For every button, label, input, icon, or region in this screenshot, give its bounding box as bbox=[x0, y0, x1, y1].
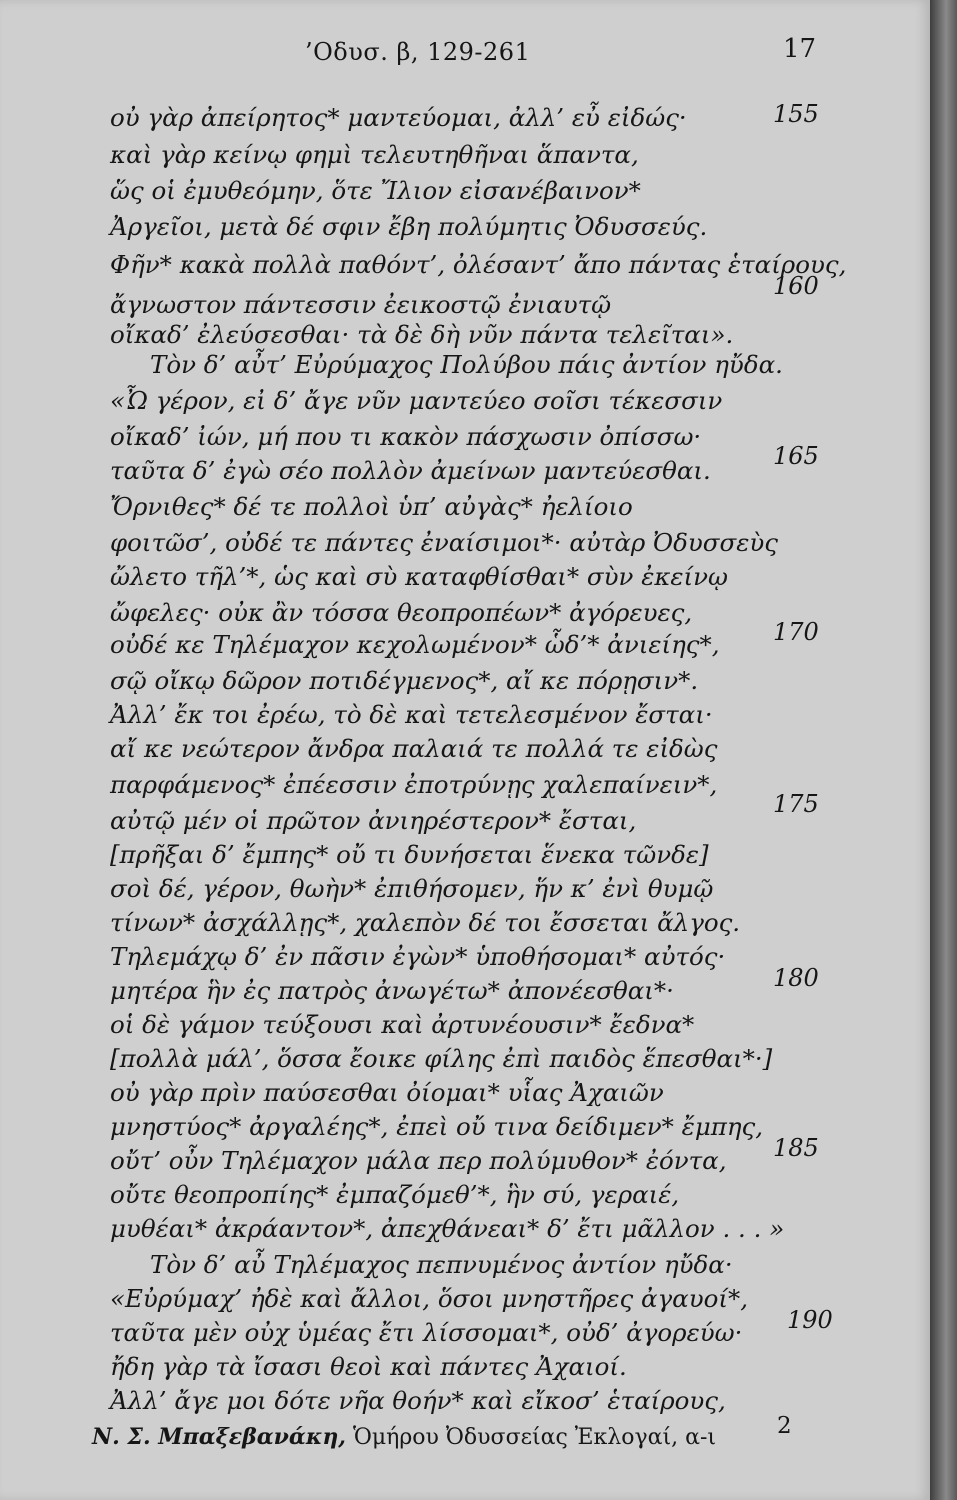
verse-line: οὐδέ κε Τηλέμαχον κεχολωμένον* ὧδ’* ἀνιείης*, bbox=[110, 630, 720, 659]
verse-line: μυθέαι* ἀκράαντον*, ἀπεχθάνεαι* δ’ ἔτι μᾶλλον . . . » bbox=[110, 1214, 785, 1243]
line-number: 190 bbox=[787, 1306, 833, 1334]
verse-line: Ἀλλ’ ἔκ τοι ἐρέω, τὸ δὲ καὶ τετελεσμένον ἔσται· bbox=[110, 700, 713, 729]
verse-line: τίνων* ἀσχάλλῃς*, χαλεπὸν δέ τοι ἔσσεται ἄλγος. bbox=[110, 908, 741, 937]
verse-line: ὤφελες· οὐκ ἂν τόσσα θεοπροπέων* ἀγόρευες, bbox=[110, 598, 693, 627]
verse-line: ἤδη γὰρ τὰ ἴσασι θεοὶ καὶ πάντες Ἀχαιοί. bbox=[110, 1352, 627, 1381]
verse-line: ὥς οἱ ἐμυθεόμην, ὅτε Ἴλιον εἰσανέβαινον* bbox=[110, 176, 641, 205]
page-edge bbox=[930, 0, 957, 1500]
verse-line: μητέρα ἣν ἐς πατρὸς ἀνωγέτω* ἀπονέεσθαι*· bbox=[110, 976, 674, 1005]
line-number: 175 bbox=[773, 790, 819, 818]
line-number: 165 bbox=[773, 442, 819, 470]
verse-line: Φῆν* κακὰ πολλὰ παθόντ’, ὀλέσαντ’ ἄπο πάντας ἑταίρους, bbox=[110, 250, 847, 279]
verse-line: Τὸν δ’ αὖ Τηλέμαχος πεπνυμένος ἀντίον ηὔδα· bbox=[150, 1250, 733, 1279]
signature-mark: 2 bbox=[777, 1413, 792, 1439]
verse-line: αἴ κε νεώτερον ἄνδρα παλαιά τε πολλά τε εἰδὼς bbox=[110, 734, 718, 763]
verse-line: οὔτ’ οὖν Τηλέμαχον μάλα περ πολύμυθον* ἐόντα, bbox=[110, 1146, 727, 1175]
footer-author: Ν. Σ. Μπαξεβανάκη, bbox=[92, 1424, 346, 1450]
verse-line: οἱ δὲ γάμον τεύξουσι καὶ ἀρτυνέουσιν* ἔεδνα* bbox=[110, 1010, 695, 1039]
running-head: ’Οδυσ. β, 129-261 bbox=[305, 38, 531, 66]
line-number: 170 bbox=[773, 618, 819, 646]
footer-title: Ὁμήρου Ὀδυσσείας Ἐκλογαί, α-ι bbox=[352, 1425, 717, 1450]
verse-line: μνηστύος* ἀργαλέης*, ἐπεὶ οὔ τινα δείδιμεν* ἔμπης, bbox=[110, 1112, 764, 1141]
verse-line: οἴκαδ’ ἐλεύσεσθαι· τὰ δὲ δὴ νῦν πάντα τελεῖται». bbox=[110, 320, 734, 349]
verse-line: «Ὦ γέρον, εἰ δ’ ἄγε νῦν μαντεύεο σοῖσι τέκεσσιν bbox=[110, 386, 723, 415]
verse-line: οἴκαδ’ ἰών, μή που τι κακὸν πάσχωσιν ὀπίσσω· bbox=[110, 422, 702, 451]
verse-line: ταῦτα μὲν οὐχ ὑμέας ἔτι λίσσομαι*, οὐδ’ ἀγορεύω· bbox=[110, 1318, 743, 1347]
line-number: 155 bbox=[773, 100, 819, 128]
verse-line: [πολλὰ μάλ’, ὅσσα ἔοικε φίλης ἐπὶ παιδὸς ἕπεσθαι*·] bbox=[110, 1044, 773, 1073]
verse-line: φοιτῶσ’, οὐδέ τε πάντες ἐναίσιμοι*· αὐτὰρ Ὀδυσσεὺς bbox=[110, 528, 778, 557]
verse-line: ἄγνωστον πάντεσσιν ἐεικοστῷ ἐνιαυτῷ bbox=[110, 290, 612, 319]
verse-line: αὐτῷ μέν οἱ πρῶτον ἀνιηρέστερον* ἔσται, bbox=[110, 806, 637, 835]
verse-line: Τὸν δ’ αὖτ’ Εὐρύμαχος Πολύβου πάις ἀντίον ηὔδα. bbox=[150, 350, 783, 379]
verse-line: Ἀλλ’ ἄγε μοι δότε νῆα θοήν* καὶ εἴκοσ’ ἑταίρους, bbox=[110, 1386, 726, 1415]
verse-line: παρφάμενος* ἐπέεσσιν ἐποτρύνῃς χαλεπαίνειν*, bbox=[110, 770, 718, 799]
verse-line: [πρῆξαι δ’ ἔμπης* οὔ τι δυνήσεται ἕνεκα τῶνδε] bbox=[110, 840, 709, 869]
verse-line: οὐ γὰρ ἀπείρητος* μαντεύομαι, ἀλλ’ εὖ εἰδώς· bbox=[110, 103, 687, 132]
verse-line: σῷ οἴκῳ δῶρον ποτιδέγμενος*, αἴ κε πόρῃσιν*. bbox=[110, 666, 699, 695]
verse-line: ὤλετο τῆλ’*, ὡς καὶ σὺ καταφθίσθαι* σὺν ἐκείνῳ bbox=[110, 562, 729, 591]
verse-line: σοὶ δέ, γέρον, θωὴν* ἐπιθήσομεν, ἥν κ’ ἐνὶ θυμῷ bbox=[110, 874, 714, 903]
verse-line: Ἀργεῖοι, μετὰ δέ σφιν ἔβη πολύμητις Ὀδυσσεύς. bbox=[110, 212, 708, 241]
verse-line: Τηλεμάχῳ δ’ ἐν πᾶσιν ἐγὼν* ὑποθήσομαι* αὐτός· bbox=[110, 942, 726, 971]
line-number: 185 bbox=[773, 1134, 819, 1162]
verse-line: ταῦτα δ’ ἐγὼ σέο πολλὸν ἀμείνων μαντεύεσθαι. bbox=[110, 456, 711, 485]
verse-line: καὶ γὰρ κείνῳ φημὶ τελευτηθῆναι ἅπαντα, bbox=[110, 140, 639, 169]
footer-imprint bbox=[92, 1424, 716, 1450]
verse-line: Ὄρνιθες* δέ τε πολλοὶ ὑπ’ αὐγὰς* ἠελίοιο bbox=[110, 492, 633, 521]
verse-line: «Εὐρύμαχ’ ἠδὲ καὶ ἄλλοι, ὅσοι μνηστῆρες ἀγαυοί*, bbox=[110, 1284, 749, 1313]
page-number: 17 bbox=[783, 34, 817, 64]
line-number: 180 bbox=[773, 964, 819, 992]
verse-line: οὔτε θεοπροπίης* ἐμπαζόμεθ’*, ἣν σύ, γεραιέ, bbox=[110, 1180, 680, 1209]
verse-line: οὐ γὰρ πρὶν παύσεσθαι ὀίομαι* υἷας Ἀχαιῶν bbox=[110, 1078, 664, 1107]
line-number: 160 bbox=[773, 272, 819, 300]
